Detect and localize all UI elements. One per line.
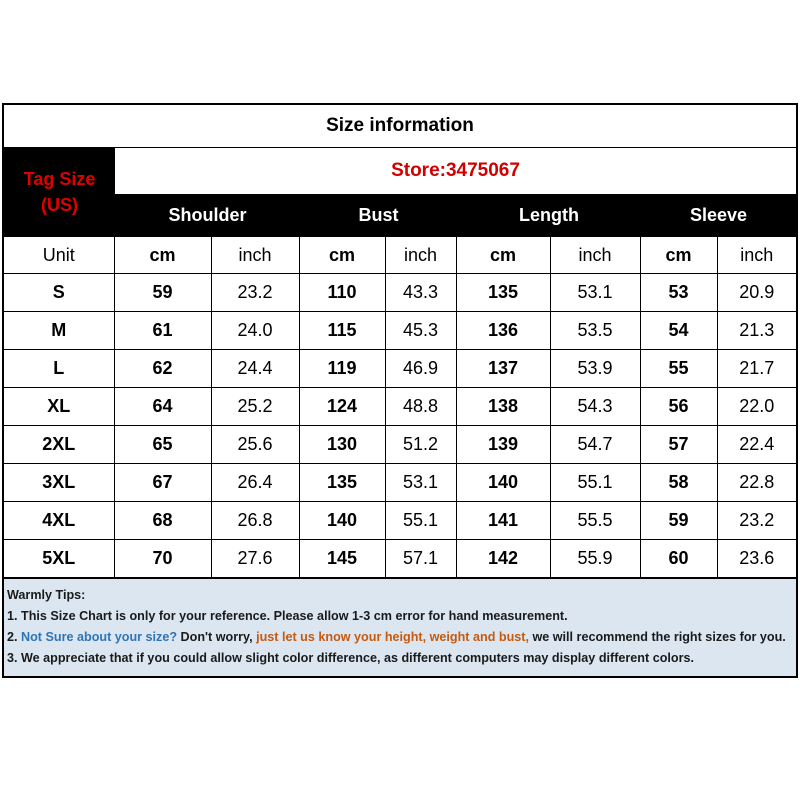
measure-group-row (115, 195, 796, 236)
tag-size-header (4, 148, 115, 236)
measure-cell: 55.9 (550, 540, 640, 578)
measure-cell: 130 (299, 426, 385, 464)
tips-line-1: 1. This Size Chart is only for your reference. Please allow 1-3 cm error for hand measurement. (7, 609, 568, 623)
measure-cell: 25.6 (211, 426, 299, 464)
measure-cell: 124 (299, 388, 385, 426)
unit-cell: cm (299, 237, 385, 274)
measure-cell: 61 (114, 312, 211, 350)
measure-cell: 51.2 (385, 426, 456, 464)
measure-cell: 54.3 (550, 388, 640, 426)
measure-cell: 60 (640, 540, 717, 578)
measure-cell: 138 (456, 388, 550, 426)
unit-cell: cm (640, 237, 717, 274)
unit-cell: inch (550, 237, 640, 274)
measure-cell: 57 (640, 426, 717, 464)
measure-cell: 56 (640, 388, 717, 426)
measure-cell: 119 (299, 350, 385, 388)
size-label: L (3, 350, 114, 388)
measure-cell: 55.1 (550, 464, 640, 502)
measure-cell: 53.5 (550, 312, 640, 350)
unit-row (3, 237, 797, 274)
table-row (3, 540, 797, 578)
store-label: Store:3475067 (115, 148, 796, 195)
unit-cell: inch (717, 237, 797, 274)
measure-cell: 48.8 (385, 388, 456, 426)
measure-cell: 140 (456, 464, 550, 502)
measure-cell: 55 (640, 350, 717, 388)
table-row (3, 312, 797, 350)
measure-cell: 54 (640, 312, 717, 350)
measure-cell: 140 (299, 502, 385, 540)
measure-cell: 53 (640, 274, 717, 312)
measure-cell: 23.2 (717, 502, 797, 540)
unit-label: Unit (3, 237, 114, 274)
measure-cell: 59 (114, 274, 211, 312)
measure-cell: 22.4 (717, 426, 797, 464)
unit-cell: inch (211, 237, 299, 274)
measure-cell: 25.2 (211, 388, 299, 426)
measure-cell: 55.1 (385, 502, 456, 540)
size-label: XL (3, 388, 114, 426)
size-label: S (3, 274, 114, 312)
unit-cell: inch (385, 237, 456, 274)
size-table (2, 236, 798, 578)
tag-size-unit: (US) (41, 195, 78, 215)
measure-cell: 23.2 (211, 274, 299, 312)
measure-cell: 139 (456, 426, 550, 464)
measure-cell: 20.9 (717, 274, 797, 312)
tips-line-3: 3. We appreciate that if you could allow slight color difference, as different computers may display different colors. (7, 651, 694, 665)
measure-cell: 141 (456, 502, 550, 540)
unit-cell: cm (456, 237, 550, 274)
measure-cell: 135 (456, 274, 550, 312)
measure-cell: 67 (114, 464, 211, 502)
measure-cell: 62 (114, 350, 211, 388)
size-label: 2XL (3, 426, 114, 464)
group-length: Length (519, 205, 579, 225)
measure-cell: 46.9 (385, 350, 456, 388)
measure-cell: 57.1 (385, 540, 456, 578)
size-label: 3XL (3, 464, 114, 502)
measure-cell: 22.8 (717, 464, 797, 502)
measure-cell: 53.1 (385, 464, 456, 502)
measure-cell: 70 (114, 540, 211, 578)
measure-cell: 137 (456, 350, 550, 388)
table-row (3, 464, 797, 502)
measure-cell: 26.4 (211, 464, 299, 502)
measure-cell: 145 (299, 540, 385, 578)
warmly-tips (2, 578, 798, 678)
tips-heading: Warmly Tips: (7, 588, 86, 602)
measure-cell: 53.9 (550, 350, 640, 388)
measure-cell: 53.1 (550, 274, 640, 312)
group-shoulder: Shoulder (168, 205, 247, 225)
measure-cell: 68 (114, 502, 211, 540)
table-row (3, 502, 797, 540)
size-chart (2, 103, 798, 678)
measure-cell: 110 (299, 274, 385, 312)
measure-cell: 22.0 (717, 388, 797, 426)
measure-cell: 27.6 (211, 540, 299, 578)
measure-cell: 135 (299, 464, 385, 502)
measure-cell: 136 (456, 312, 550, 350)
measure-cell: 64 (114, 388, 211, 426)
measure-cell: 21.7 (717, 350, 797, 388)
tips-question: Not Sure about your size? (21, 630, 178, 644)
measure-cell: 23.6 (717, 540, 797, 578)
group-sleeve: Sleeve (689, 205, 748, 225)
measure-cell: 43.3 (385, 274, 456, 312)
chart-header (2, 148, 798, 236)
size-label: 5XL (3, 540, 114, 578)
size-label: 4XL (3, 502, 114, 540)
table-row (3, 350, 797, 388)
tips-request: just let us know your height, weight and bust, (256, 630, 529, 644)
measure-cell: 58 (640, 464, 717, 502)
measure-cell: 59 (640, 502, 717, 540)
chart-title: Size information (2, 103, 798, 148)
table-row (3, 274, 797, 312)
tips-line-2: 2. Not Sure about your size? Don't worry, just let us know your height, weight and bust, we will recommend the right sizes for you. (7, 630, 786, 644)
measure-cell: 21.3 (717, 312, 797, 350)
measure-cell: 26.8 (211, 502, 299, 540)
measure-cell: 24.4 (211, 350, 299, 388)
table-row (3, 426, 797, 464)
measure-cell: 142 (456, 540, 550, 578)
measure-cell: 45.3 (385, 312, 456, 350)
group-bust: Bust (358, 205, 399, 225)
measure-cell: 55.5 (550, 502, 640, 540)
measure-cell: 54.7 (550, 426, 640, 464)
measure-cell: 115 (299, 312, 385, 350)
tag-size-label: Tag Size (23, 169, 96, 189)
measure-cell: 24.0 (211, 312, 299, 350)
table-row (3, 388, 797, 426)
measure-cell: 65 (114, 426, 211, 464)
unit-cell: cm (114, 237, 211, 274)
size-label: M (3, 312, 114, 350)
